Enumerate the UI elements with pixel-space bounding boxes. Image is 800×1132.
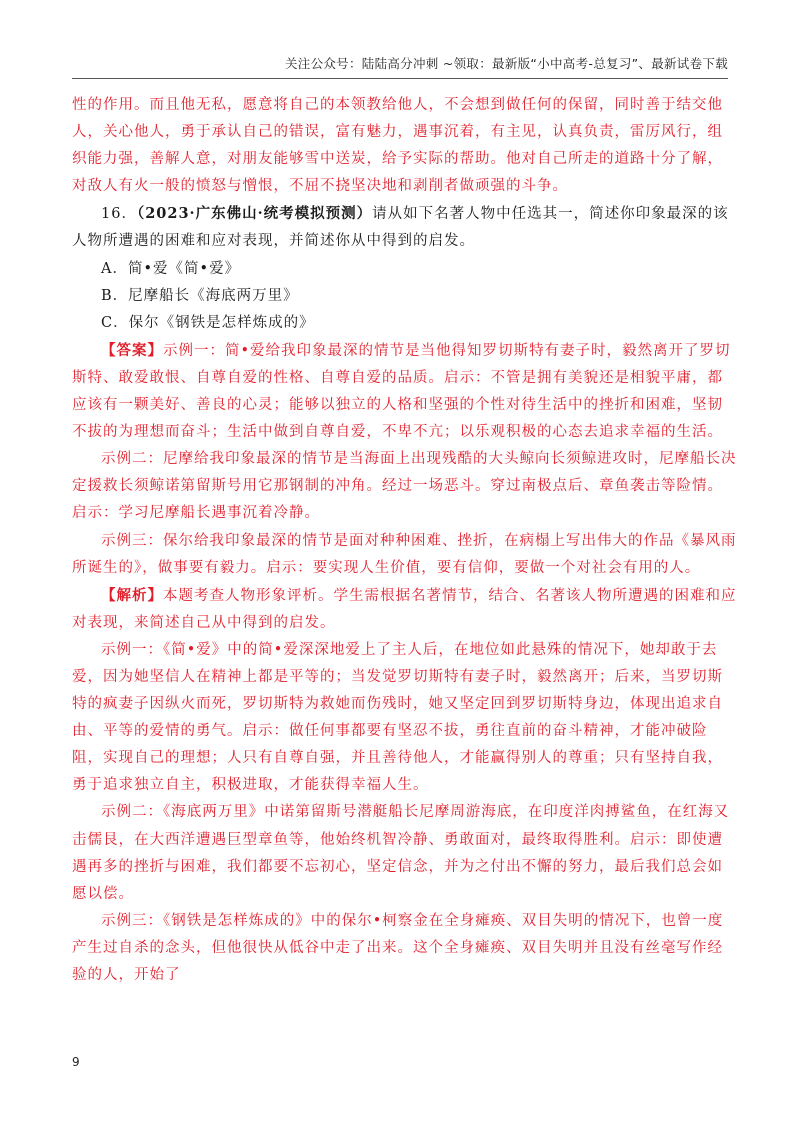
question-number: 16． xyxy=(101,206,137,223)
answer-continuation: 性的作用。而且他无私，愿意将自己的本领教给他人，不会想到做任何的保留，同时善于结交他人，关心他人，勇于承认自己的错误，富有魅力，遇事沉着，有主见，认真负责，雷厉风行，组织能力强，善解人意，对朋友能够雪中送炭，给予实际的帮助。他对自己所走的道路十分了解，对敌人有火一般的愤怒与憎恨，不屈不挠坚决地和剥削者做顽强的斗争。 xyxy=(72,97,723,195)
answer-tag: 【答案】 xyxy=(101,341,163,359)
answer-example-2: 示例二：尼摩给我印象最深的情节是当海面上出现残酷的大头鲸向长须鲸进攻时，尼摩船长决定援救长须鲸诺第留斯号用它那钢制的冲角。经过一场恶斗。穿过南极点后、章鱼袭击等险情。启示：学习尼摩船长遇事沉着冷静。 xyxy=(72,451,737,522)
page-number: 9 xyxy=(72,1055,80,1069)
page-body xyxy=(72,92,737,989)
analysis-tag: 【解析】 xyxy=(101,586,163,604)
option-a: A．简•爱《简•爱》 xyxy=(101,260,241,277)
answer-example-1 xyxy=(72,337,737,446)
answer-example-3: 示例三：保尔给我印象最深的情节是面对种种困难、挫折，在病榻上写出伟大的作品《暴风雨所诞生的》，做事要有毅力。启示：要实现人生价值，要有信仰，要做一个对社会有用的人。 xyxy=(72,532,737,576)
analysis-example-1: 示例一：《简•爱》中的简•爱深深地爱上了主人后，在地位如此悬殊的情况下，她却敢于去爱，因为她坚信人在精神上都是平等的；当发觉罗切斯特有妻子时，毅然离开；后来，当罗切斯特的疯妻子因纵火而死，罗切斯特为救她而伤残时，她又坚定回到罗切斯特身边，体现出追求自由、平等的爱情的勇气。启示：做任何事都要有坚忍不拔，勇往直前的奋斗精神，才能冲破险阻，实现自己的理想；人只有自尊自强，并且善待他人，才能赢得别人的尊重；只有坚持自我，勇于追求独立自主，积极进取，才能获得幸福人生。 xyxy=(72,641,723,794)
header-divider xyxy=(72,78,728,79)
question-source: （2023·广东佛山·统考模拟预测） xyxy=(136,205,373,223)
page-header: 关注公众号：陆陆高分冲刺 ~领取：最新版“小中高考-总复习”、最新试卷下载 xyxy=(284,56,728,71)
option-c: C．保尔《钢铁是怎样炼成的》 xyxy=(101,314,315,331)
analysis-example-3: 示例三：《钢铁是怎样炼成的》中的保尔•柯察金在全身瘫痪、双目失明的情况下，也曾一度产生过自杀的念头，但他很快从低谷中走了出来。这个全身瘫痪、双目失明并且没有丝毫写作经验的人，开始了 xyxy=(72,912,724,983)
analysis-intro-text: 本题考查人物形象评析。学生需根据名著情节，结合、名著该人物所遭遇的困难和应对表现，来简述自己从中得到的启发。 xyxy=(72,587,737,631)
answer-example-1-text: 示例一：简•爱给我印象最深的情节是当他得知罗切斯特有妻子时，毅然离开了罗切斯特、敢爱敢恨、自尊自爱的性格、自尊自爱的品质。启示：不管是拥有美貌还是相貌平庸，都应该有一颗美好、善良的心灵；能够以独立的人格和坚强的个性对待生活中的挫折和困难，坚韧不拔的为理想而奋斗；生活中做到自尊自爱，不卑不亢；以乐观积极的心态去追求幸福的生活。 xyxy=(72,342,731,441)
option-b: B．尼摩船长《海底两万里》 xyxy=(101,287,299,304)
analysis-intro xyxy=(72,582,737,637)
analysis-example-2: 示例二：《海底两万里》中诺第留斯号潜艇船长尼摩周游海底，在印度洋肉搏鲨鱼，在红海又击儒艮，在大西洋遭遇巨型章鱼等，他始终机智冷静、勇敢面对，最终取得胜利。启示：即使遭遇再多的挫折与困难，我们都要不忘初心，坚定信念，并为之付出不懈的努力，最后我们总会如愿以偿。 xyxy=(72,804,730,902)
question-text: 请从如下名著人物中任选其一，简述你印象最深的该人物所遭遇的困难和应对表现，并简述你从中得到的启发。 xyxy=(72,206,729,250)
question-16 xyxy=(72,200,737,255)
